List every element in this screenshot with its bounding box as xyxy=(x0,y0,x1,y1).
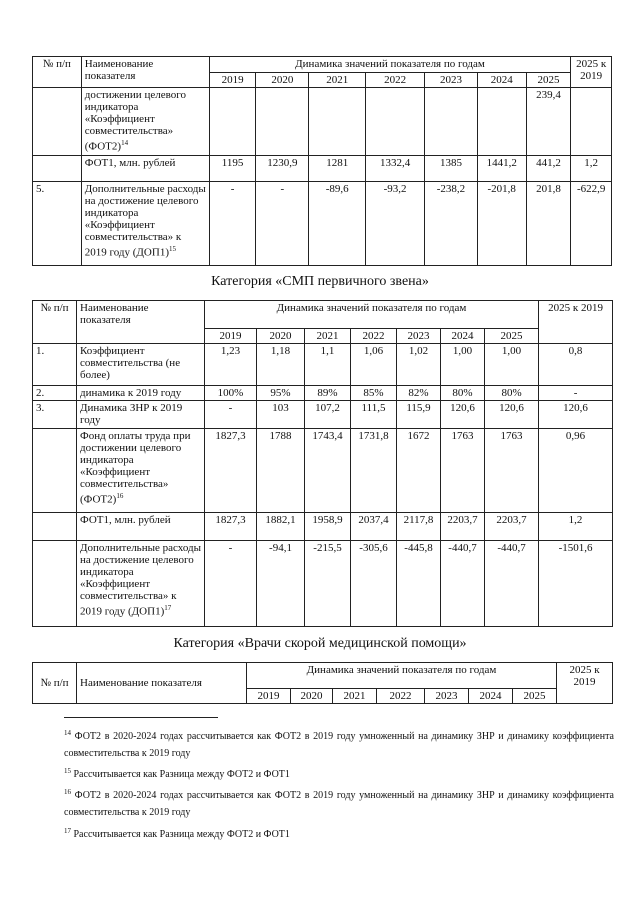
row-value xyxy=(305,401,351,429)
row-value-text: 1672 xyxy=(407,430,430,442)
row-value xyxy=(351,401,397,429)
footnote-ref: 14 xyxy=(121,139,129,147)
row-value xyxy=(209,88,256,156)
row-value xyxy=(205,541,257,627)
row-value-text: 120,6 xyxy=(450,402,475,414)
row-name-text: Коэффициент совместительства (не более) xyxy=(80,345,181,381)
col-name-header: Наименование показателя xyxy=(81,57,209,88)
col-num-header: № п/п xyxy=(33,663,77,704)
year-header: 2020 xyxy=(256,73,309,88)
row-total-text: 1,2 xyxy=(584,157,599,169)
row-value xyxy=(205,513,257,541)
row-value xyxy=(205,429,257,513)
row-value xyxy=(397,344,441,386)
row-value xyxy=(257,429,305,513)
footnote-16 xyxy=(64,787,614,821)
year-header: 2022 xyxy=(366,73,425,88)
row-value xyxy=(485,541,539,627)
col-dynamics-header: Динамика значений показателя по годам xyxy=(205,301,539,329)
row-value-text: 2117,8 xyxy=(403,514,434,526)
row-total-text: 120,6 xyxy=(563,402,588,414)
row-total-text: -1501,6 xyxy=(558,542,593,554)
row-value-text: 1763 xyxy=(451,430,474,442)
row-value xyxy=(366,182,425,266)
col-total-header: 2025 к 2019 xyxy=(557,663,613,704)
table-row xyxy=(33,429,613,513)
row-value xyxy=(441,344,485,386)
row-value-text: 1743,4 xyxy=(312,430,343,442)
row-value xyxy=(351,344,397,386)
table-row xyxy=(33,182,612,266)
row-value xyxy=(309,88,366,156)
row-value-text: 89% xyxy=(317,387,338,399)
row-name xyxy=(77,541,205,627)
footnote-mark: 17 xyxy=(64,827,71,835)
row-name xyxy=(81,88,209,156)
footnote-17 xyxy=(64,826,614,843)
row-name-text: ФОТ1, млн. рублей xyxy=(80,514,171,526)
row-total-text: 0,8 xyxy=(568,345,583,357)
row-num xyxy=(33,344,77,386)
row-name xyxy=(77,429,205,513)
table-smp xyxy=(32,300,613,627)
year-header: 2025 xyxy=(485,329,539,344)
row-name xyxy=(77,386,205,401)
row-value xyxy=(257,541,305,627)
col-total-header: 2025 к 2019 xyxy=(571,57,612,88)
row-value-text: 1763 xyxy=(500,430,523,442)
footnote-text: ФОТ2 в 2020-2024 годах рассчитывается как ФОТ2 в 2019 году умноженный на динамику ЗНР и динамику коэффициента совместительства к 2019 году xyxy=(64,731,614,759)
row-value xyxy=(209,182,256,266)
row-value-text: 1788 xyxy=(269,430,292,442)
table-row xyxy=(33,344,613,386)
row-value-text: 100% xyxy=(217,387,244,399)
year-header: 2019 xyxy=(209,73,256,88)
col-name-header: Наименование показателя xyxy=(77,663,247,704)
row-total xyxy=(539,513,613,541)
row-name-text: Фонд оплаты труда при достижении целевого индикатора «Коэффициент совместительства» (ФОТ2) xyxy=(80,430,191,506)
row-num xyxy=(33,401,77,429)
row-num xyxy=(33,156,82,182)
row-value-text: 1827,3 xyxy=(215,430,246,442)
row-name xyxy=(81,156,209,182)
table-fot-continuation xyxy=(32,56,612,266)
col-total-header: 2025 к 2019 xyxy=(539,301,613,344)
row-value xyxy=(485,429,539,513)
row-value-text: 2037,4 xyxy=(358,514,389,526)
row-name xyxy=(77,513,205,541)
row-value xyxy=(351,386,397,401)
row-value-text: 1,18 xyxy=(270,345,291,357)
table-row xyxy=(33,386,613,401)
row-num xyxy=(33,182,82,266)
row-total-text: -622,9 xyxy=(576,183,606,195)
row-value xyxy=(477,182,526,266)
year-header: 2019 xyxy=(247,689,291,704)
row-value xyxy=(485,401,539,429)
row-value xyxy=(257,386,305,401)
row-value xyxy=(205,344,257,386)
row-value-text: 1,23 xyxy=(220,345,241,357)
row-value xyxy=(441,401,485,429)
year-header: 2023 xyxy=(397,329,441,344)
year-header: 2025 xyxy=(526,73,571,88)
row-value-text: 80% xyxy=(501,387,522,399)
row-num-text: 2. xyxy=(36,387,45,399)
row-total xyxy=(539,541,613,627)
table-row xyxy=(33,88,612,156)
footnote-ref: 16 xyxy=(116,492,124,500)
row-name xyxy=(81,182,209,266)
row-num xyxy=(33,429,77,513)
row-total xyxy=(539,344,613,386)
footnote-ref: 17 xyxy=(164,604,172,612)
table-row xyxy=(33,401,613,429)
row-num-text: 5. xyxy=(36,183,45,195)
col-name-header: Наименование показателя xyxy=(77,301,205,344)
col-num-header: № п/п xyxy=(33,301,77,344)
row-value xyxy=(441,541,485,627)
year-header: 2024 xyxy=(469,689,513,704)
row-value-text: 95% xyxy=(270,387,291,399)
row-value-text: 1,06 xyxy=(363,345,384,357)
footnote-text: Рассчитывается как Разница между ФОТ2 и ФОТ1 xyxy=(73,769,290,780)
row-value xyxy=(257,344,305,386)
row-value xyxy=(256,182,309,266)
row-value-text: -94,1 xyxy=(269,542,292,554)
row-value-text: 1281 xyxy=(326,157,349,169)
row-value xyxy=(397,386,441,401)
row-value xyxy=(477,156,526,182)
row-value xyxy=(397,541,441,627)
row-value-text: -89,6 xyxy=(325,183,349,195)
row-value xyxy=(526,156,571,182)
row-value xyxy=(526,88,571,156)
row-value-text: - xyxy=(230,183,235,195)
row-value xyxy=(485,513,539,541)
footnote-mark: 16 xyxy=(64,788,71,796)
row-value-text: 1,00 xyxy=(452,345,473,357)
category-title-ambulance: Категория «Врачи скорой медицинской помощи» xyxy=(173,636,467,651)
table1-body xyxy=(33,88,612,266)
table-ambulance xyxy=(32,662,613,704)
row-total xyxy=(539,429,613,513)
row-value-text: 1,02 xyxy=(408,345,429,357)
row-name xyxy=(77,401,205,429)
row-value xyxy=(305,344,351,386)
row-value-text: 111,5 xyxy=(361,402,386,414)
row-total xyxy=(571,88,612,156)
row-value-text: 1230,9 xyxy=(267,157,298,169)
year-header: 2023 xyxy=(425,689,469,704)
row-value xyxy=(256,156,309,182)
table-row xyxy=(33,513,613,541)
row-value-text: 1385 xyxy=(439,157,462,169)
row-value-text: -201,8 xyxy=(487,183,516,195)
row-value-text: -238,2 xyxy=(436,183,466,195)
col-dynamics-header: Динамика значений показателя по годам xyxy=(247,663,557,689)
row-name-text: Дополнительные расходы на достижение целевого индикатора «Коэффициент совместительства» к 2019 году (ДОП1) xyxy=(80,542,201,618)
footnote-15 xyxy=(64,766,614,783)
row-value-text: 1731,8 xyxy=(358,430,389,442)
row-value-text: 120,6 xyxy=(499,402,524,414)
row-value xyxy=(351,541,397,627)
row-value-text: -440,7 xyxy=(448,542,477,554)
row-value-text: 103 xyxy=(272,402,289,414)
row-value xyxy=(205,386,257,401)
row-value xyxy=(351,429,397,513)
row-name-text: ФОТ1, млн. рублей xyxy=(84,157,176,169)
row-value-text: 1441,2 xyxy=(486,157,517,169)
year-header: 2021 xyxy=(333,689,377,704)
footnote-text: Рассчитывается как Разница между ФОТ2 и ФОТ1 xyxy=(73,829,290,840)
row-value xyxy=(425,182,478,266)
row-num xyxy=(33,513,77,541)
row-value-text: -93,2 xyxy=(383,183,407,195)
row-value-text: 441,2 xyxy=(536,157,561,169)
row-value xyxy=(441,513,485,541)
year-header: 2024 xyxy=(441,329,485,344)
row-value-text: 2203,7 xyxy=(496,514,527,526)
row-value-text: - xyxy=(280,183,285,195)
row-num xyxy=(33,88,82,156)
row-value xyxy=(366,88,425,156)
footnote-text: ФОТ2 в 2020-2024 годах рассчитывается как ФОТ2 в 2019 году умноженный на динамику ЗНР и динамику коэффициента совместительства к 2019 году xyxy=(64,790,614,818)
row-value-text: 201,8 xyxy=(536,183,561,195)
row-value xyxy=(425,156,478,182)
row-value-text: 2203,7 xyxy=(447,514,478,526)
row-total xyxy=(539,401,613,429)
row-name-text: Динамика ЗНР к 2019 году xyxy=(80,402,183,426)
row-total xyxy=(571,156,612,182)
table-row xyxy=(33,156,612,182)
year-header: 2021 xyxy=(309,73,366,88)
row-value xyxy=(305,513,351,541)
year-header: 2024 xyxy=(477,73,526,88)
row-total-text: 1,2 xyxy=(568,514,583,526)
row-total xyxy=(539,386,613,401)
row-num-text: 1. xyxy=(36,345,45,357)
row-value xyxy=(441,386,485,401)
year-header: 2020 xyxy=(257,329,305,344)
footnote-separator xyxy=(64,717,218,718)
year-header: 2022 xyxy=(351,329,397,344)
row-num-text: 3. xyxy=(36,402,45,414)
row-value xyxy=(351,513,397,541)
row-value-text: 85% xyxy=(363,387,384,399)
row-value xyxy=(397,429,441,513)
table-row xyxy=(33,541,613,627)
row-value xyxy=(366,156,425,182)
row-value xyxy=(205,401,257,429)
row-value xyxy=(397,401,441,429)
row-value xyxy=(309,156,366,182)
row-value xyxy=(257,401,305,429)
row-name-text: достижении целевого индикатора «Коэффициент совместительства» (ФОТ2) xyxy=(84,89,186,153)
row-value xyxy=(485,386,539,401)
row-value-text: 1332,4 xyxy=(379,157,411,169)
category-title-smp: Категория «СМП первичного звена» xyxy=(211,274,429,289)
row-total-text: 0,96 xyxy=(565,430,586,442)
year-header: 2019 xyxy=(205,329,257,344)
row-value-text: -215,5 xyxy=(313,542,342,554)
year-header: 2023 xyxy=(425,73,478,88)
footnote-mark: 14 xyxy=(64,729,71,737)
footnote-ref: 15 xyxy=(169,245,176,253)
col-num-header: № п/п xyxy=(33,57,82,88)
row-value xyxy=(397,513,441,541)
row-total-text: - xyxy=(573,387,578,399)
row-total xyxy=(571,182,612,266)
row-value xyxy=(305,541,351,627)
row-value-text: 1,1 xyxy=(320,345,335,357)
row-value-text: 115,9 xyxy=(406,402,431,414)
row-value-text: - xyxy=(228,402,233,414)
row-value xyxy=(305,386,351,401)
footnote-14 xyxy=(64,728,614,762)
row-value xyxy=(477,88,526,156)
row-value xyxy=(526,182,571,266)
row-value xyxy=(441,429,485,513)
row-value-text: 82% xyxy=(408,387,429,399)
row-value-text: 1827,3 xyxy=(215,514,246,526)
row-value-text: 239,4 xyxy=(536,89,561,101)
row-value xyxy=(257,513,305,541)
row-value-text: -445,8 xyxy=(404,542,433,554)
row-num xyxy=(33,541,77,627)
row-name-text: динамика к 2019 году xyxy=(80,387,182,399)
row-value-text: 1195 xyxy=(221,157,244,169)
row-value-text: - xyxy=(228,542,233,554)
year-header: 2022 xyxy=(377,689,425,704)
col-dynamics-header: Динамика значений показателя по годам xyxy=(209,57,571,73)
row-value-text: 1882,1 xyxy=(265,514,296,526)
row-value-text: -305,6 xyxy=(359,542,388,554)
row-num xyxy=(33,386,77,401)
row-name xyxy=(77,344,205,386)
row-value-text: -440,7 xyxy=(497,542,526,554)
row-value xyxy=(209,156,256,182)
table2-body xyxy=(33,344,613,627)
footnote-mark: 15 xyxy=(64,767,71,775)
year-header: 2025 xyxy=(513,689,557,704)
row-value xyxy=(256,88,309,156)
row-value-text: 107,2 xyxy=(315,402,340,414)
row-value-text: 1958,9 xyxy=(312,514,343,526)
row-value-text: 80% xyxy=(452,387,473,399)
row-value xyxy=(309,182,366,266)
row-value xyxy=(305,429,351,513)
year-header: 2021 xyxy=(305,329,351,344)
row-value-text: 1,00 xyxy=(501,345,522,357)
row-value xyxy=(485,344,539,386)
year-header: 2020 xyxy=(291,689,333,704)
row-name-text: Дополнительные расходы на достижение целевого индикатора «Коэффициент совместительства» к 2019 году (ДОП1) xyxy=(84,183,206,259)
row-value xyxy=(425,88,478,156)
